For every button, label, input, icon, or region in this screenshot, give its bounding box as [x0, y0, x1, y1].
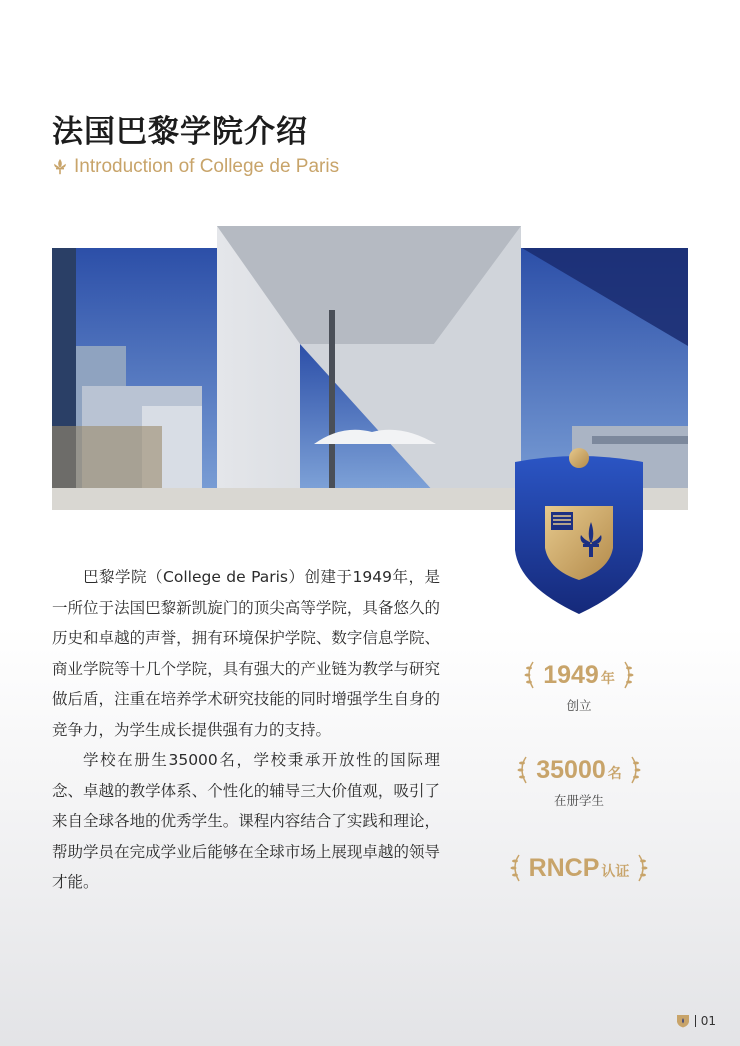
- stat-students-unit: 名: [607, 765, 622, 782]
- introduction-text: [52, 562, 440, 898]
- shield-small-icon: [676, 1014, 690, 1028]
- page-title: 法国巴黎学院介绍: [52, 114, 308, 150]
- stat-certification-unit: 认证: [601, 863, 630, 880]
- stat-students-value: 35000: [536, 755, 606, 784]
- page-footer: [676, 1014, 716, 1028]
- paragraph-history: 巴黎学院（College de Paris）创建于1949年，是一所位于法国巴黎新凯旋门的顶尖高等学院，具备悠久的历史和卓越的声誉，拥有环境保护学院、数字信息学院、商业学院等十几个学院，具有强大的产业链为教学与研究做后盾，注重在培养学术研究技能的同时增强学生自身的竞争力，为学生成长提供强有力的支持。: [52, 568, 440, 739]
- stat-founded-unit: 年: [600, 670, 615, 687]
- stat-founded: [508, 660, 650, 714]
- laurel-right-icon: [635, 853, 649, 883]
- stat-students-label: 在册学生: [553, 793, 604, 808]
- stat-founded-label: 创立: [566, 698, 592, 713]
- laurel-left-icon: [516, 755, 530, 785]
- page-subtitle: [52, 156, 339, 178]
- page-number: 01: [700, 1014, 716, 1028]
- laurel-right-icon: [621, 660, 635, 690]
- college-shield-logo: [509, 446, 649, 618]
- laurel-left-icon: [509, 853, 523, 883]
- paragraph-students: 学校在册生35000名，学校秉承开放性的国际理念、卓越的教学体系、个性化的辅导三大价值观，吸引了来自全球各地的优秀学生。课程内容结合了实践和理论，帮助学员在完成学业后能够在全球市场上展现卓越的领导才能。: [52, 751, 440, 891]
- footer-separator: [695, 1015, 696, 1027]
- stat-students: [508, 755, 650, 809]
- stat-founded-value: 1949: [543, 660, 599, 689]
- laurel-right-icon: [628, 755, 642, 785]
- stat-certification: [508, 853, 650, 883]
- subtitle-text: Introduction of College de Paris: [74, 156, 340, 177]
- stat-certification-value: RNCP: [528, 853, 600, 882]
- laurel-left-icon: [523, 660, 537, 690]
- fleur-de-lis-icon: [52, 158, 68, 176]
